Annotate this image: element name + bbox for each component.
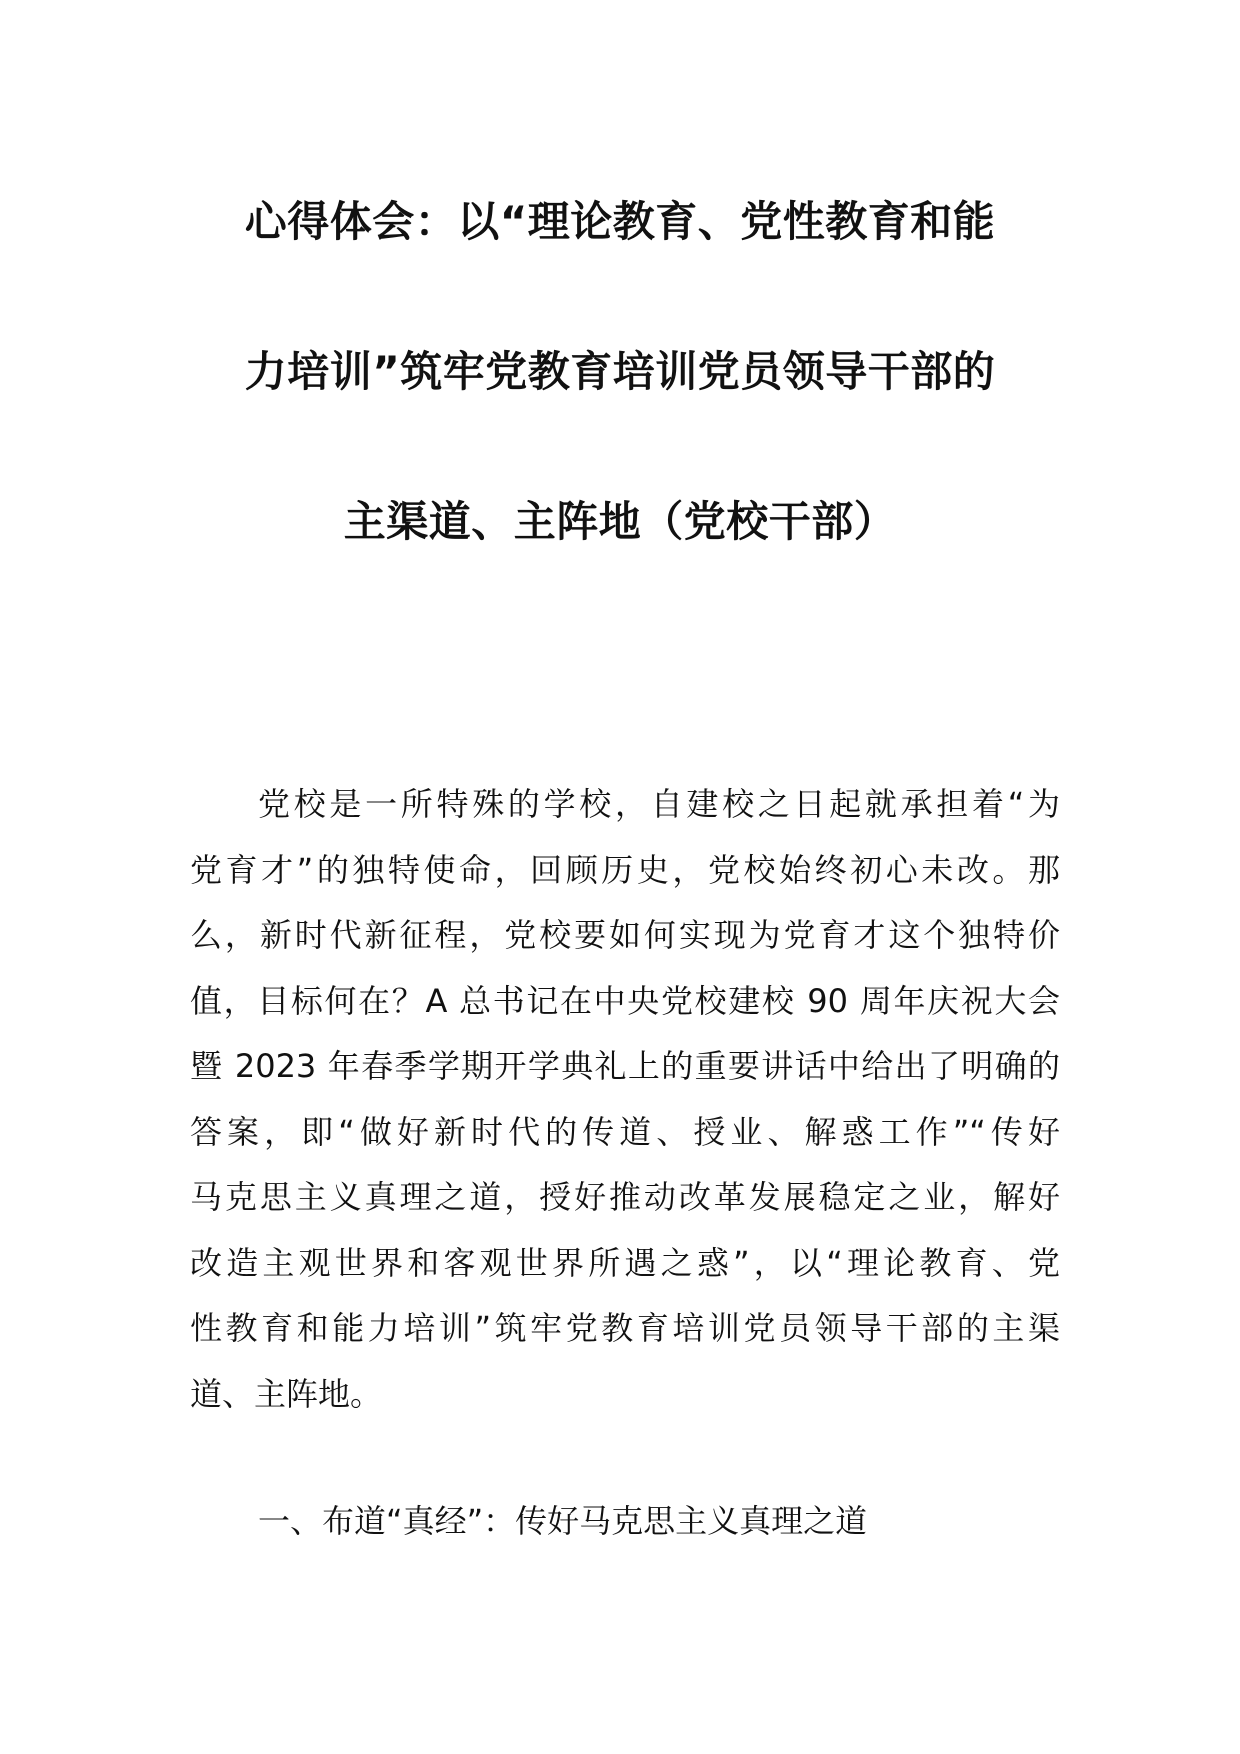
paragraph-line: 值，目标何在？A 总书记在中央党校建校 90 周年庆祝大会 bbox=[190, 981, 1060, 1020]
intro-paragraph bbox=[190, 772, 1060, 1427]
paragraph-line: 马克思主义真理之道，授好推动改革发展稳定之业，解好 bbox=[190, 1178, 1060, 1216]
title-line-2: 力培训”筑牢党教育培训党员领导干部的 bbox=[244, 347, 996, 396]
paragraph-line: 么，新时代新征程，党校要如何实现为党育才这个独特价 bbox=[190, 916, 1060, 954]
paragraph-line: 党校是一所特殊的学校，自建校之日起就承担着“为 bbox=[258, 785, 1060, 823]
title-line-3: 主渠道、主阵地（党校干部） bbox=[343, 497, 897, 546]
paragraph-line: 答案，即“做好新时代的传道、授业、解惑工作”“传好 bbox=[190, 1112, 1060, 1151]
paragraph-line: 改造主观世界和客观世界所遇之惑”，以“理论教育、党 bbox=[190, 1243, 1060, 1282]
section-heading: 一、布道“真经”：传好马克思主义真理之道 bbox=[258, 1502, 868, 1540]
paragraph-line: 道、主阵地。 bbox=[190, 1374, 383, 1413]
paragraph-line: 党育才”的独特使命，回顾历史，党校始终初心未改。那 bbox=[190, 850, 1060, 889]
paragraph-line: 性教育和能力培训”筑牢党教育培训党员领导干部的主渠 bbox=[190, 1309, 1060, 1347]
paragraph-line: 暨 2023 年春季学期开学典礼上的重要讲话中给出了明确的 bbox=[190, 1047, 1060, 1085]
title-line-1: 心得体会：以“理论教育、党性教育和能 bbox=[244, 197, 996, 246]
